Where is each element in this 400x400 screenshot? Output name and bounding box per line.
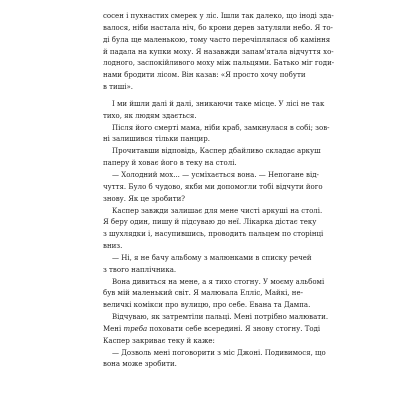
paragraph (103, 277, 325, 313)
text-line: вниз. (103, 242, 123, 251)
text-line: величкі комікси про вулицю, про себе. Евана та Дампа. (103, 301, 311, 310)
text-line: Після його смерті мама, ніби краб, замкнулася в собі; зов- (112, 123, 330, 132)
text-line: вона може зробити. (103, 360, 177, 369)
text-line: з твого наплічника. (103, 265, 177, 274)
text-line: з шухлядки і, насупившись, проводить пальцем по сторінці (103, 230, 324, 239)
text-line: І ми йшли далі й далі, зникаючи таке місце. У лісі не так (112, 99, 325, 108)
text-line: Вона дивиться на мене, а я тихо стогну. У моєму альбомі (112, 277, 325, 286)
text-line: — Дозволь мені поговорити з міс Джоні. Подивимося, що (112, 348, 326, 357)
text-line: — Ні, я не бачу альбому з малюнками в списку речей (112, 253, 312, 262)
text-line: — Холодний мох... — усміхається вона. — Непогане від- (112, 170, 319, 179)
emphasis: треба (123, 324, 148, 333)
text-line: Прочитавши відповідь, Каспер дбайливо складає аркуш (112, 147, 321, 156)
paragraph (103, 123, 330, 147)
text-line: паперу й ховає його в теку на столі. (103, 159, 237, 168)
paragraph (103, 146, 321, 170)
text-line: чуття. Було б чудово, якби ми допомогли тобі відчути його (103, 182, 323, 191)
text-line: Я беру один, пишу й підсуваю до неї. Лікарка дістає теку (103, 218, 317, 227)
text-line: й падала на купки моху. Я назавжди запам'ятала відчуття хо- (103, 47, 334, 56)
text-line: нами бродити лісом. Він казав: «Я просто хочу побути (103, 71, 306, 80)
text-line: знову. Як це зробити? (103, 194, 186, 203)
paragraph (103, 348, 326, 372)
paragraph (103, 312, 329, 348)
text-line: ні залишився тільки панцир. (103, 135, 210, 144)
paragraph (103, 253, 312, 277)
paragraph (103, 99, 325, 123)
body-text (103, 11, 335, 371)
text-line: лодного, заспокійливого моху між пальцями. Батько міг годи- (103, 59, 335, 68)
text-line: Каспер закриває теку й каже: (103, 336, 215, 345)
text-line: валося, ніби настала ніч, бо крони дерев затуляли небо. Я то- (103, 23, 333, 32)
text-line: сосен і пухнастих смерек у ліс. Ішли так далеко, що іноді зда- (103, 12, 334, 20)
text-line: був мій маленький світ. Я малювала Елліс, Майкі, не- (103, 289, 303, 298)
text-line: Відчуваю, як затремтіли пальці. Мені потрібно малювати. (112, 313, 329, 322)
paragraph (103, 206, 324, 253)
text-line: Мені треба поховати себе всередині. Я знову стогну. Тоді (103, 324, 321, 333)
paragraph (103, 11, 335, 94)
text-line: ді була ще маленькою, тому часто перечіплялася об каміння (103, 35, 331, 44)
paragraph (103, 170, 323, 206)
text-line: тихо, як людям здається. (103, 111, 197, 120)
text-line: в тиші». (103, 83, 133, 92)
text-line: Каспер завжди залишає для мене чисті аркуші на столі. (112, 206, 323, 215)
